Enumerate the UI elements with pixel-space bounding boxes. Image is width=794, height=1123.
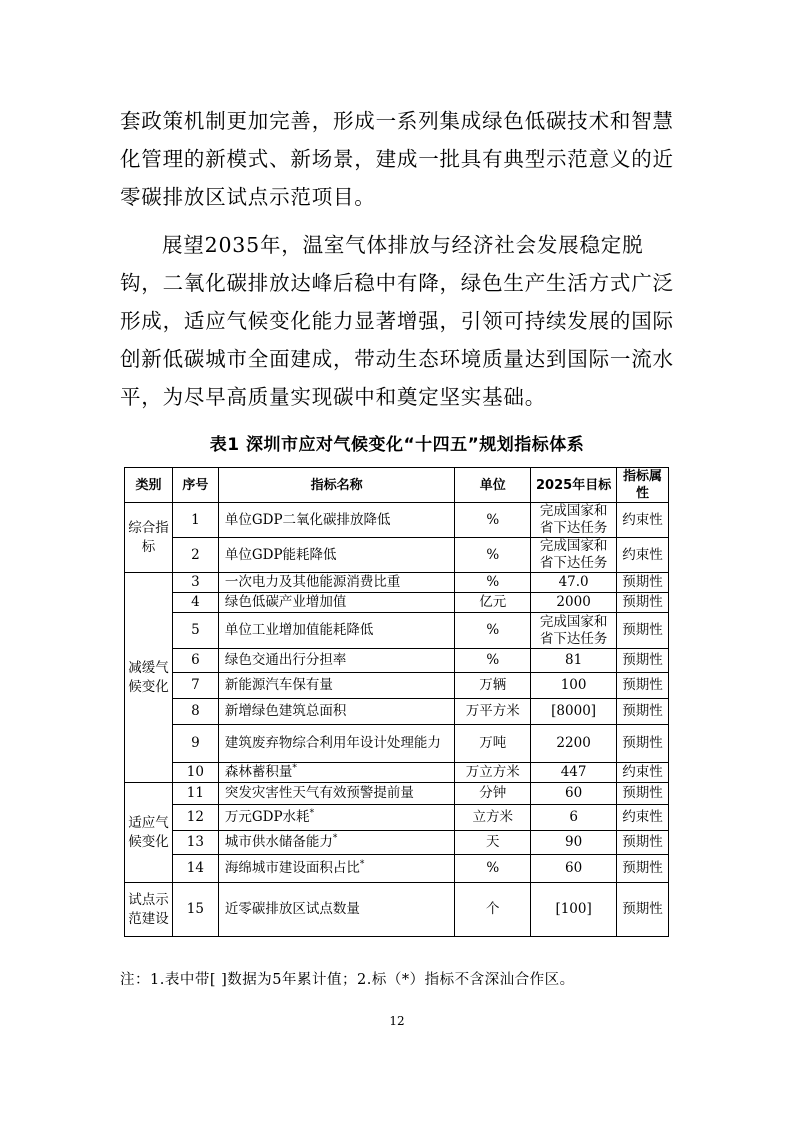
row-attr: 约束性 — [617, 503, 669, 538]
paragraph-2-text: 展望2035年，温室气体排放与经济社会发展稳定脱钩，二氧化碳排放达峰后稳中有降，绿色生产生活方式广泛形成，适应气候变化能力显著增强，引领可持续发展的国际创新低碳城市全面建成，带动生态环境质量达到国际一流水平，为尽早高质量实现碳中和奠定坚实基础。 — [120, 233, 674, 409]
row-attr: 预期性 — [617, 673, 669, 699]
row-no: 14 — [172, 855, 218, 883]
indicator-table — [124, 467, 669, 937]
paragraph-1 — [120, 102, 674, 216]
star-mark: * — [292, 763, 297, 774]
row-attr: 预期性 — [617, 573, 669, 593]
row-target: 完成国家和省下达任务 — [531, 613, 617, 649]
table-row — [125, 783, 669, 805]
table-row — [125, 649, 669, 673]
row-attr: 预期性 — [617, 855, 669, 883]
row-no: 5 — [172, 613, 218, 649]
table-header-row — [125, 468, 669, 503]
row-no: 3 — [172, 573, 218, 593]
row-unit: % — [455, 538, 531, 573]
row-unit: % — [455, 573, 531, 593]
row-name: 建筑废弃物综合利用年设计处理能力 — [218, 725, 454, 763]
row-target: 60 — [531, 783, 617, 805]
table-row — [125, 538, 669, 573]
row-name: 近零碳排放区试点数量 — [218, 883, 454, 937]
row-target: 6 — [531, 805, 617, 831]
row-unit: 万平方米 — [455, 699, 531, 725]
row-name: 单位工业增加值能耗降低 — [218, 613, 454, 649]
header-category: 类别 — [125, 468, 173, 503]
row-unit: % — [455, 613, 531, 649]
row-no: 9 — [172, 725, 218, 763]
table-row — [125, 805, 669, 831]
row-unit: 万吨 — [455, 725, 531, 763]
star-mark: * — [309, 808, 315, 819]
row-target: 完成国家和省下达任务 — [531, 503, 617, 538]
row-unit: 立方米 — [455, 805, 531, 831]
table-row — [125, 613, 669, 649]
row-name: 新能源汽车保有量 — [218, 673, 454, 699]
row-unit: 个 — [455, 883, 531, 937]
table-row — [125, 503, 669, 538]
header-attr: 指标属性 — [617, 468, 669, 503]
row-name: 新增绿色建筑总面积 — [218, 699, 454, 725]
row-target: [100] — [531, 883, 617, 937]
table-row — [125, 593, 669, 613]
row-name: 单位GDP二氧化碳排放降低 — [218, 503, 454, 538]
star-mark: * — [332, 833, 338, 844]
category-cell: 减缓气候变化 — [125, 573, 173, 783]
row-unit: 天 — [455, 831, 531, 855]
row-target: 47.0 — [531, 573, 617, 593]
row-unit: 万立方米 — [455, 763, 531, 783]
row-name: 绿色低碳产业增加值 — [218, 593, 454, 613]
row-name-starred — [218, 855, 454, 883]
paragraph-1-text: 套政策机制更加完善，形成一系列集成绿色低碳技术和智慧化管理的新模式、新场景，建成一批具有典型示范意义的近零碳排放区试点示范项目。 — [120, 109, 674, 209]
header-no: 序号 — [172, 468, 218, 503]
row-no: 12 — [172, 805, 218, 831]
row-target: 2200 — [531, 725, 617, 763]
category-cell: 适应气候变化 — [125, 783, 173, 883]
row-name-starred — [218, 831, 454, 855]
table-row — [125, 855, 669, 883]
table-row — [125, 831, 669, 855]
row-unit: 万辆 — [455, 673, 531, 699]
row-name: 海绵城市建设面积占比 — [224, 860, 360, 876]
row-unit: % — [455, 503, 531, 538]
row-attr: 预期性 — [617, 883, 669, 937]
category-cell: 综合指标 — [125, 503, 173, 573]
row-attr: 约束性 — [617, 763, 669, 783]
row-name-starred — [218, 763, 454, 783]
table-row — [125, 763, 669, 783]
row-unit: % — [455, 855, 531, 883]
row-target: 81 — [531, 649, 617, 673]
row-attr: 预期性 — [617, 831, 669, 855]
row-no: 1 — [172, 503, 218, 538]
row-target: 2000 — [531, 593, 617, 613]
row-target: 90 — [531, 831, 617, 855]
row-name: 绿色交通出行分担率 — [218, 649, 454, 673]
row-target: 447 — [531, 763, 617, 783]
header-target: 2025年目标 — [531, 468, 617, 503]
row-attr: 约束性 — [617, 805, 669, 831]
table-row — [125, 699, 669, 725]
header-name: 指标名称 — [218, 468, 454, 503]
row-name: 森林蓄积量 — [224, 764, 293, 780]
row-no: 7 — [172, 673, 218, 699]
row-name: 一次电力及其他能源消费比重 — [218, 573, 454, 593]
table-row — [125, 883, 669, 937]
row-unit: % — [455, 649, 531, 673]
row-target: 60 — [531, 855, 617, 883]
row-name: 突发灾害性天气有效预警提前量 — [218, 783, 454, 805]
table-title: 表1 深圳市应对气候变化“十四五”规划指标体系 — [209, 435, 585, 455]
table-row — [125, 573, 669, 593]
row-target: 完成国家和省下达任务 — [531, 538, 617, 573]
row-no: 10 — [172, 763, 218, 783]
row-attr: 预期性 — [617, 783, 669, 805]
row-name: 单位GDP能耗降低 — [218, 538, 454, 573]
row-attr: 预期性 — [617, 725, 669, 763]
row-attr: 预期性 — [617, 593, 669, 613]
category-cell: 试点示范建设 — [125, 883, 173, 937]
row-no: 4 — [172, 593, 218, 613]
row-no: 2 — [172, 538, 218, 573]
row-no: 6 — [172, 649, 218, 673]
table-row — [125, 673, 669, 699]
row-attr: 约束性 — [617, 538, 669, 573]
table-row — [125, 725, 669, 763]
row-no: 15 — [172, 883, 218, 937]
table-note: 注：1.表中带[ ]数据为5年累计值；2.标（*）指标不含深汕合作区。 — [120, 972, 575, 988]
row-attr: 预期性 — [617, 699, 669, 725]
page-number: 12 — [389, 1014, 405, 1028]
row-target: [8000] — [531, 699, 617, 725]
row-no: 13 — [172, 831, 218, 855]
paragraph-2 — [120, 226, 674, 416]
row-name: 城市供水储备能力 — [224, 834, 333, 850]
row-unit: 分钟 — [455, 783, 531, 805]
row-no: 11 — [172, 783, 218, 805]
row-unit: 亿元 — [455, 593, 531, 613]
star-mark: * — [359, 859, 365, 870]
header-unit: 单位 — [455, 468, 531, 503]
row-attr: 预期性 — [617, 649, 669, 673]
row-attr: 预期性 — [617, 613, 669, 649]
row-name: 万元GDP水耗 — [224, 809, 310, 825]
row-name-starred — [218, 805, 454, 831]
row-target: 100 — [531, 673, 617, 699]
row-no: 8 — [172, 699, 218, 725]
